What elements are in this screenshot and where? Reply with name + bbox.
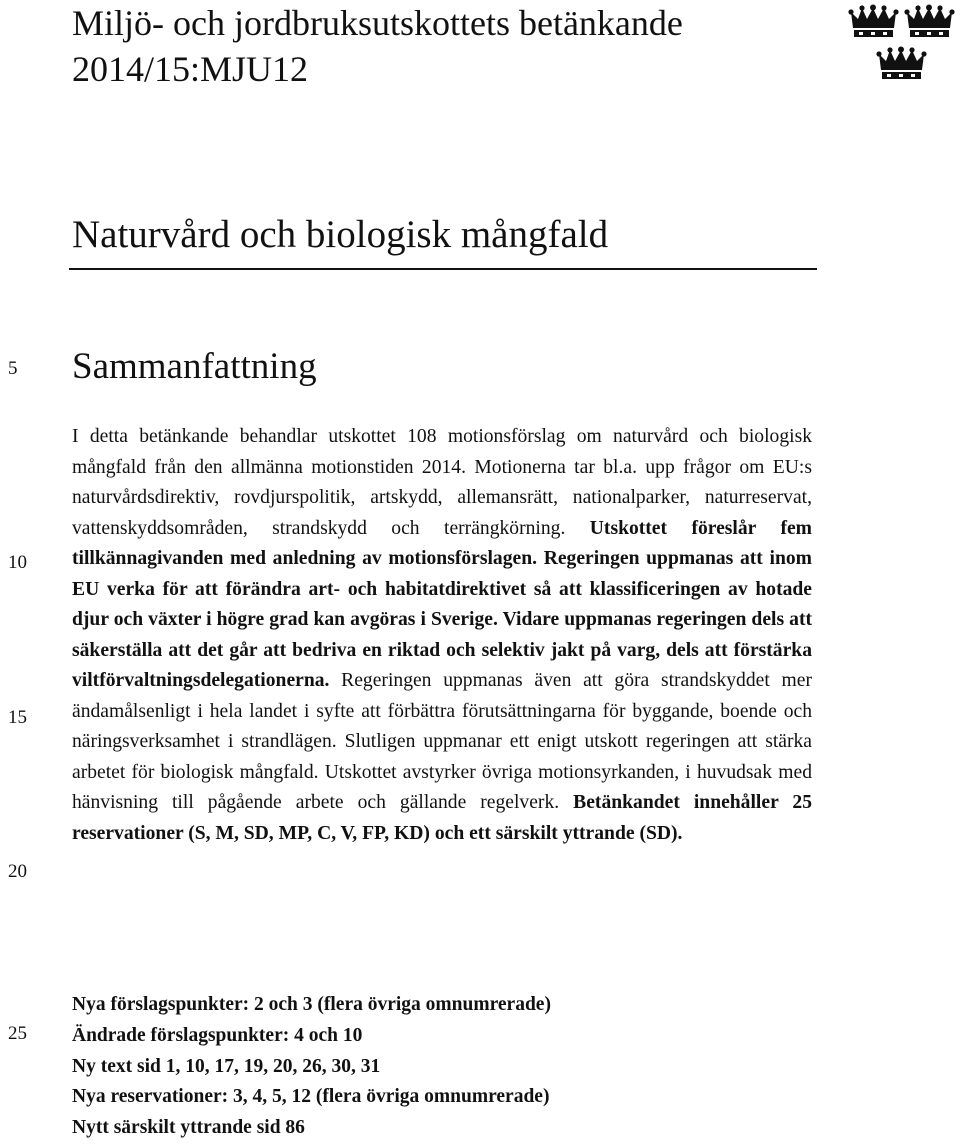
summary-text-proposals: Utskottet föreslår fem tillkännagivanden med anledning av motionsförslagen. Regeringen uppmanas att inom EU verka för att förändra art- och habitatdirektivet så att klassificeringen av hotade djur och växter i högre grad kan avgöras i Sverige. Vidare uppmanas regeringen dels att säkerställa att det går att bedriva en riktad och selektiv jakt på varg, dels att förstärka viltförvaltningsdelegationerna. — [72, 517, 812, 691]
crown-icon-bottom — [876, 47, 926, 80]
line-number-20: 20 — [8, 861, 27, 882]
crown-icon-top-left — [848, 5, 898, 38]
note-new-reservations: Nya reservationer: 3, 4, 5, 12 (flera övriga omnumrerade) — [72, 1086, 550, 1108]
summary-text-reservations: Betänkandet innehåller 25 reservationer (S, M, SD, MP, C, V, FP, KD) och ett särskilt yttrande (SD). — [72, 792, 813, 844]
change-notes — [72, 990, 832, 1144]
summary-text-details: Regeringen uppmanas även att göra strandskyddet mer ändamålsenligt i hela landet i syfte att förbättra förutsättningarna för byggande, boende och näringsverksamhet i strandlägen. Slutligen uppmanar ett enigt utskott regeringen att stärka arbetet för biologisk mångfald. Utskottet avstyrker övriga motionsyrkanden, i huvudsak med hänvisning till pågående arbete och gällande regelverk. — [72, 670, 812, 813]
title-divider — [69, 268, 817, 270]
note-new-text: Ny text sid 1, 10, 17, 19, 20, 26, 30, 31 — [72, 1055, 381, 1077]
three-crowns-logo — [846, 2, 958, 84]
summary-text-intro: I detta betänkande behandlar utskottet 108 motionsförslag om naturvård och biologisk mångfald från den allmänna motionstiden 2014. Motionerna tar bl.a. upp frågor om EU:s naturvårdsdirektiv, rovdjurspolitik, artskydd, allemansrätt, nationalparker, naturreservat, vattenskyddsområden, strandskydd och terrängkörning. — [72, 426, 812, 539]
line-number-25: 25 — [8, 1023, 27, 1044]
line-number-10: 10 — [8, 552, 27, 573]
section-title: Naturvård och biologisk mångfald — [72, 213, 609, 256]
line-number-15: 15 — [8, 707, 27, 728]
document-title-line1: Miljö- och jordbruksutskottets betänkande — [72, 3, 683, 43]
note-new-proposals: Nya förslagspunkter: 2 och 3 (flera övriga omnumrerade) — [72, 994, 551, 1015]
line-number-5: 5 — [8, 358, 18, 379]
note-changed-proposals: Ändrade förslagspunkter: 4 och 10 — [72, 1024, 363, 1046]
document-title — [72, 0, 812, 92]
crown-icon-top-right — [904, 5, 954, 38]
summary-paragraph — [72, 422, 812, 849]
summary-heading: Sammanfattning — [72, 346, 317, 387]
note-new-statement: Nytt särskilt yttrande sid 86 — [72, 1117, 305, 1139]
document-title-line2: 2014/15:MJU12 — [72, 49, 309, 89]
